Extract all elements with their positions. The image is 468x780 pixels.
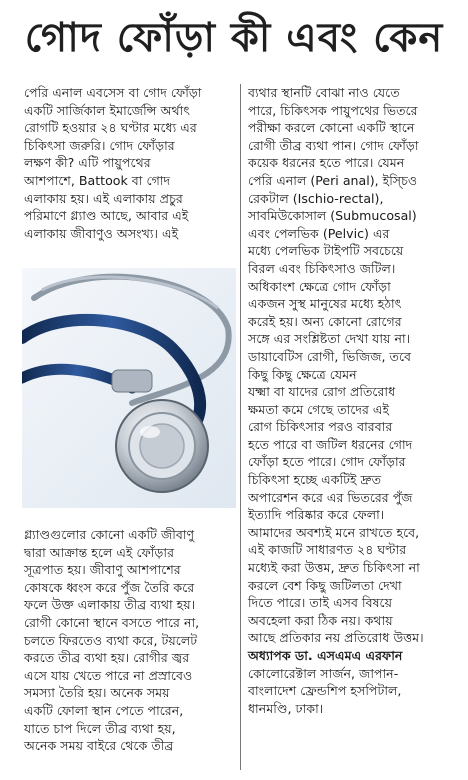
- text-line: রোগটি হওয়ার ২৪ ঘণ্টার মধ্যে এর: [24, 120, 197, 136]
- text-line: অনেক সময় বাইরে থেকে তীব্র: [24, 738, 174, 754]
- text-line: ইত্যাদি পরিষ্কার করে ফেলা।: [248, 507, 385, 523]
- text-line: পেরি এনাল এবসেস বা গোদ ফোঁড়া: [24, 85, 202, 100]
- stethoscope-photo: [22, 268, 236, 508]
- text-line: পেরি এনাল (Peri anal), ইস্চিও: [248, 172, 418, 188]
- text-line: পরীক্ষা করলে কোনো একটি স্থানে: [248, 120, 415, 136]
- text-line: সূত্রপাত হয়। জীবাণু আশপাশের: [24, 562, 181, 578]
- text-line: চিকিৎসা হচ্ছে একটিই দ্রুত: [248, 472, 382, 488]
- text-line: মধ্যে পেলভিক টাইপটি সবচেয়ে: [248, 243, 404, 259]
- text-line: গ্ল্যাণ্ডগুলোর কোনো একটি জীবাণু: [24, 527, 195, 542]
- text-line: সঙ্গে এর সংশ্লিষ্টতা দেখা যায় না।: [248, 331, 411, 347]
- text-line: রেকটাল (Ischio-rectal),: [248, 190, 384, 206]
- author-line: কোলোরেক্টাল সার্জন, জাপান-: [248, 665, 399, 681]
- text-line: একজন সুস্থ মানুষের মধ্যে হঠাৎ: [248, 296, 402, 312]
- text-line: আমাদের অবশ্যই মনে রাখতে হবে,: [248, 524, 420, 540]
- text-line: একটি সার্জিকাল ইমার্জেন্সি অর্থাৎ: [24, 102, 191, 118]
- text-line: এবং পেলভিক (Pelvic) এর: [248, 225, 390, 241]
- text-line: ব্যথার স্থানটি বোঝা নাও যেতে: [248, 85, 400, 100]
- text-line: ফোঁড়া হতে পারে। গোদ ফোঁড়ার: [248, 454, 406, 470]
- text-line: ক্ষমতা কমে গেছে তাদের এই: [248, 401, 390, 417]
- text-line: রোগী কোনো স্থানে বসতে পারে না,: [24, 614, 200, 630]
- text-line: কোষকে ধ্বংস করে পুঁজ তৈরি করে: [24, 579, 195, 595]
- text-line: বিরল এবং চিকিৎসাও জটিল।: [248, 260, 396, 276]
- text-line: যক্ষ্মা বা যাদের রোগ প্রতিরোধ: [248, 384, 396, 400]
- text-line: রোগ চিকিৎসার পরও বারবার: [248, 419, 393, 435]
- text-line: কয়েক ধরনের হতে পারে। যেমন: [248, 155, 405, 171]
- text-line: চলতে ফিরতেও ব্যথা করে, টয়লেট: [24, 632, 198, 648]
- author-line: বাংলাদেশ ফ্রেন্ডশিপ হসপিটাল,: [248, 683, 402, 699]
- text-line: এলাকায় জীবাণুও অসংখ্য। এই: [24, 225, 179, 241]
- text-line: এসে যায় খেতে পারে না প্রস্রাবেও: [24, 667, 193, 683]
- author-name: অধ্যাপক ডা. এসএমএ এরফান: [248, 648, 403, 663]
- text-line: অবহেলা করা ঠিক নয়। কথায়: [248, 612, 393, 628]
- article-column-left-bottom: [24, 526, 238, 755]
- text-line: ডায়াবেটিস রোগী, ভিজিজ, তবে: [248, 348, 412, 364]
- text-line: মধ্যেই করা উত্তম, দ্রুত চিকিৎসা না: [248, 560, 420, 576]
- article-headline: গোদ ফোঁড়া কী এবং কেন: [24, 15, 444, 61]
- text-line: কিছু কিছু ক্ষেত্রে যেমন: [248, 366, 357, 382]
- text-line: করতে তীব্র ব্যথা হয়। রোগীর জ্বর: [24, 650, 190, 666]
- text-line: চিকিৎসা জরুরি। গোদ ফোঁড়ার: [24, 137, 175, 153]
- text-line: সাবমিউকোসাল (Submucosal): [248, 208, 417, 224]
- text-line: অপারেশন করে এর ভিতরের পুঁজ: [248, 489, 413, 505]
- text-line: দ্বারা আক্রান্ত হলে এই ফোঁড়ার: [24, 544, 175, 560]
- text-line: আশপাশে, Battook বা গোদ: [24, 172, 171, 188]
- text-line: করেই হয়। অন্য কোনো রোগের: [248, 313, 402, 329]
- column-divider: [240, 84, 241, 770]
- stethoscope-icon: [22, 268, 236, 508]
- text-line: করলে বেশ কিছু জটিলতা দেখা: [248, 577, 402, 593]
- text-line: রোগী তীব্র ব্যথা পান। গোদ ফোঁড়া: [248, 137, 419, 153]
- text-line: সমস্যা তৈরি হয়। অনেক সময়: [24, 685, 170, 701]
- text-line: এই কাজটি সাধারণত ২৪ ঘণ্টার: [248, 542, 407, 558]
- text-line: এলাকায় হয়। এই এলাকায় প্রচুর: [24, 190, 183, 206]
- text-line: পারে, চিকিৎসক পায়ুপথের ভিতরে: [248, 102, 418, 118]
- text-line: ফলে উক্ত এলাকায় তীব্র ব্যথা হয়।: [24, 597, 196, 613]
- text-line: একটি ফোলা স্থান পেতে পারেন,: [24, 702, 184, 718]
- article-column-left-top: [24, 84, 238, 242]
- text-line: যাতে চাপ দিলে তীব্র ব্যথা হয়,: [24, 720, 176, 736]
- text-line: দিতে পারে। তাই এসব বিষয়ে: [248, 595, 393, 611]
- text-line: হতে পারে বা জটিল ধরনের গোদ: [248, 436, 413, 452]
- author-line: ধানমণ্ডি, ঢাকা।: [248, 700, 324, 716]
- text-line: অধিকাংশ ক্ষেত্রে গোদ ফোঁড়া: [248, 278, 391, 294]
- article-column-right: [248, 84, 460, 717]
- text-line: পরিমাণে গ্ল্যাণ্ড আছে, আবার এই: [24, 208, 189, 224]
- text-line: আছে প্রতিকার নয় প্রতিরোধ উত্তম।: [248, 630, 424, 646]
- text-line: লক্ষণ কী? এটি পায়ুপথের: [24, 155, 151, 171]
